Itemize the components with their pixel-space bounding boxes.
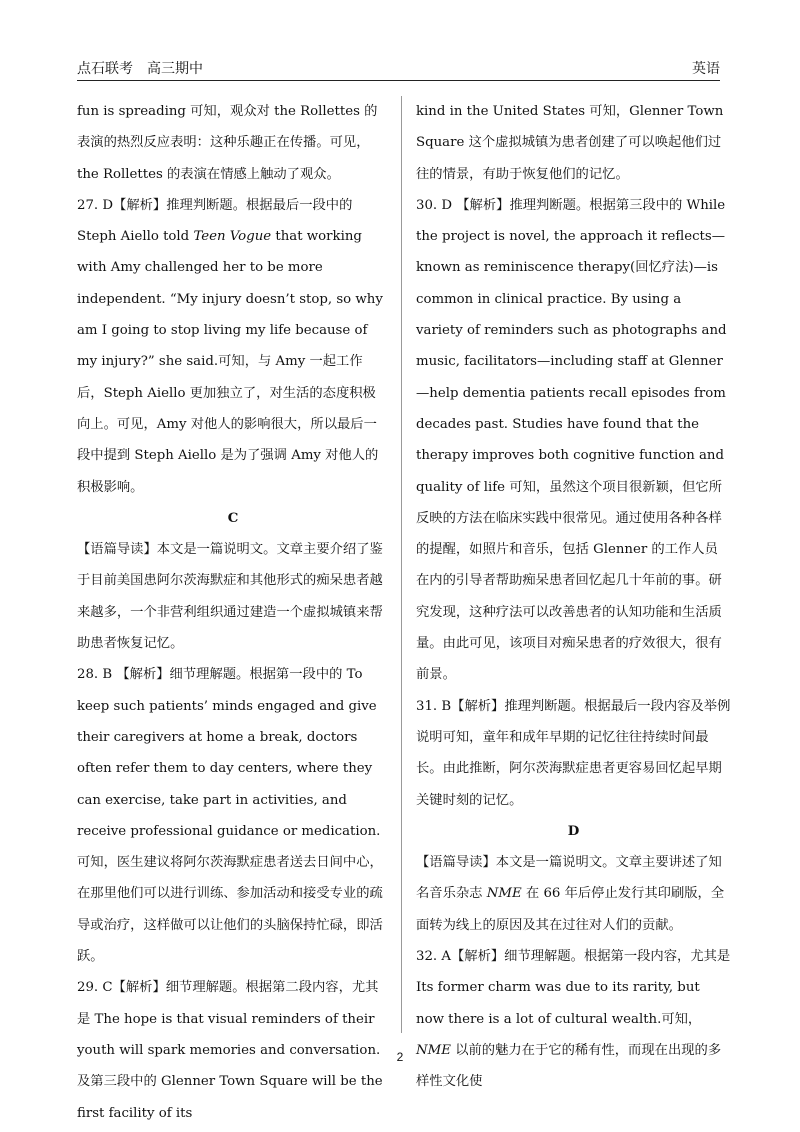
left-column bbox=[77, 96, 389, 1129]
paragraph-q29-end: kind in the United States 可知，Glenner Town Square 这个虚拟城镇为患者创建了可以唤起他们过往的情景，有助于恢复他们的记忆。 bbox=[416, 104, 724, 182]
answer-30: 30. D 【解析】推理判断题。根据第三段中的 While the project is novel, the approach it reflects—known as reminiscence therapy(回忆疗法)—is common in clinical practice. By using a variety of reminders such as photographs and music, facilitators—including staff at Glenner—help dementia patients recall episodes from decades past. Studies have found that the therapy improves both cognitive function and quality of life 可知，虽然这个项目很新颖，但它所反映的方法在临床实践中很常见。通过使用各种各样的提醒，如照片和音乐，包括 Glenner 的工作人员在内的引导者帮助痴呆患者回忆起几十年前的事。研究发现，这种疗法可以改善患者的认知功能和生活质量。由此可见，该项目对痴呆患者的疗效很大，很有前景。 bbox=[416, 197, 727, 683]
answer-32: 32. A【解析】细节理解题。根据第一段内容，尤其是 Its former charm was due to its rarity, but now there is a lot of cultural wealth.可知，NME 以前的魅力在于它的稀有性，而现在出现的多样性文化使 bbox=[416, 949, 731, 1090]
page-header bbox=[77, 58, 720, 81]
answer-29: 29. C【解析】细节理解题。根据第二段内容，尤其是 The hope is that visual reminders of their youth will spark memories and conversation.及第三段中的 Glenner Town Square will be the first facility of its bbox=[77, 980, 383, 1121]
section-c-intro: 【语篇导读】本文是一篇说明文。文章主要介绍了鉴于目前美国患阿尔茨海默症和其他形式的痴呆患者越来越多，一个非营利组织通过建造一个虚拟城镇来帮助患者恢复记忆。 bbox=[77, 542, 383, 652]
answer-31: 31. B【解析】推理判断题。根据最后一段内容及举例说明可知，童年和成年早期的记忆往往持续时间最长。由此推断，阿尔茨海默症患者更容易回忆起早期关键时刻的记忆。 bbox=[416, 698, 731, 808]
right-column bbox=[416, 96, 731, 1098]
answer-27: 27. D【解析】推理判断题。根据最后一段中的 Steph Aiello told Teen Vogue that working with Amy challenged her to be more independent. “My injury doesn’t stop, so why am I going to stop living my life because of my injury?” she said.可知，与 Amy 一起工作后，Steph Aiello 更加独立了，对生活的态度积极向上。可见，Amy 对他人的影响很大，所以最后一段中提到 Steph Aiello 是为了强调 Amy 对他人的积极影响。 bbox=[77, 197, 383, 495]
section-d-title: D bbox=[567, 823, 580, 839]
section-c-title: C bbox=[227, 510, 239, 526]
page-number: 2 bbox=[396, 1050, 404, 1064]
answer-28: 28. B 【解析】细节理解题。根据第一段中的 To keep such patients’ minds engaged and give their caregivers at home a break, doctors often refer them to day centers, where they can exercise, take part in activities, and receive professional guidance or medication.可知，医生建议将阿尔茨海默症患者送去日间中心，在那里他们可以进行训练、参加活动和接受专业的疏导或治疗，这样做可以让他们的头脑保持忙碌，即活跃。 bbox=[77, 667, 383, 965]
header-subject: 英语 bbox=[692, 61, 720, 77]
section-d-intro: 【语篇导读】本文是一篇说明文。文章主要讲述了知名音乐杂志 NME 在 66 年后停止发行其印刷版，全面转为线上的原因及其在过往对人们的贡献。 bbox=[416, 855, 725, 933]
paragraph-q26-end: fun is spreading 可知，观众对 the Rollettes 的表演的热烈反应表明：这种乐趣正在传播。可见，the Rollettes 的表演在情感上触动了观众。 bbox=[77, 104, 378, 182]
column-divider bbox=[401, 96, 402, 1033]
header-title: 点石联考 高三期中 bbox=[77, 61, 203, 77]
